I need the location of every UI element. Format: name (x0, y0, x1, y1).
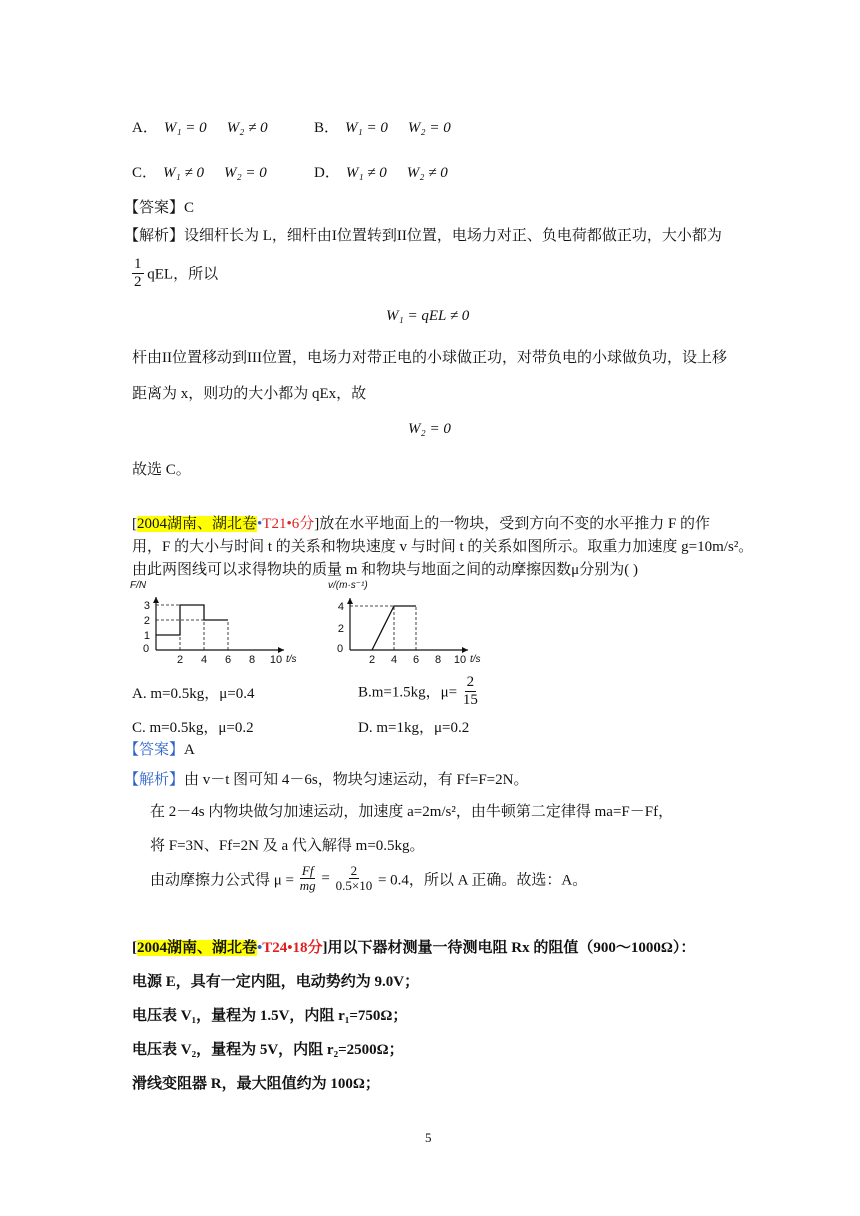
y-axis-label: F/N (130, 580, 147, 591)
x-axis-label: t/s (286, 654, 297, 665)
option-b: B． W₁ = 0 W₂ = 0 (314, 120, 451, 136)
q2-option-b: B.m=1.5kg，μ= $\frac{2}{15}$ (358, 674, 478, 708)
q1-conclusion: 故选 C。 (132, 462, 191, 478)
y-tick-label: 4 (337, 601, 344, 613)
fraction-half: $\frac{1}{2}$ (134, 256, 142, 290)
q2-option-a: A. m=0.5kg，μ=0.4 (132, 686, 255, 702)
q2-option-d: D. m=1kg，μ=0.2 (358, 720, 470, 736)
q3-item-4: 滑线变阻器 R，最大阻值约为 100Ω； (132, 1076, 380, 1092)
x-tick-label: 10 (269, 654, 283, 666)
source-highlight: 2004湖南、湖北卷 (137, 516, 258, 532)
page-number: 5 (425, 1130, 432, 1145)
fraction-2-over-5: $\frac{2}{0.5\times 10}$ (335, 863, 373, 894)
q3-item-3: 电压表 V₂，量程为 5V，内阻 r₂=2500Ω； (132, 1042, 404, 1058)
q1-analysis-line2: $\frac{1}{2}$ qEL，所以 (134, 256, 219, 290)
y-axis-arrow (153, 597, 159, 603)
x-axis-arrow (462, 647, 468, 653)
x-tick-label: 4 (200, 654, 208, 666)
q1-analysis-line3: 杆由II位置移动到III位置，电场力对带正电的小球做正功，对带负电的小球做负功，设上移 (132, 350, 727, 366)
q3-item-1: 电源 E，具有一定内阻，电动势约为 9.0V； (132, 974, 420, 990)
equation-w2: W₂ = 0 (408, 421, 451, 437)
option-c: C． W₁ ≠ 0 W₂ = 0 (132, 165, 267, 181)
q2-analysis-line2: 在 2－4s 内物块做匀加速运动，加速度 a=2m/s²，由牛顿第二定律得 ma=F－Ff， (150, 804, 674, 820)
fraction-2-15: $\frac{2}{15}$ (462, 674, 478, 708)
y-tick-label: 2 (337, 623, 344, 635)
y-tick-label: 2 (143, 615, 150, 627)
q2-line3: 由此两图线可以求得物块的质量 m 和物块与地面之间的动摩擦因数μ分别为( ) (132, 562, 638, 578)
equation-w1: W₁ = qEL ≠ 0 (386, 308, 470, 324)
velocity-time-chart (326, 578, 496, 666)
q2-answer: 【答案】A (124, 742, 195, 758)
q3-item-2: 电压表 V₁，量程为 1.5V，内阻 r₁=750Ω； (132, 1008, 408, 1024)
x-tick-label: 10 (453, 654, 467, 666)
x-tick-label: 2 (368, 654, 376, 666)
q2-option-c: C. m=0.5kg，μ=0.2 (132, 720, 254, 736)
x-tick-label: 4 (390, 654, 398, 666)
y-tick-label: 1 (143, 630, 150, 642)
x-tick-label: 6 (224, 654, 232, 666)
x-tick-label: 0 (336, 643, 344, 655)
q1-analysis-line4: 距离为 x，则功的大小都为 qEx，故 (132, 386, 367, 402)
source-highlight: 2004湖南、湖北卷 (137, 940, 258, 956)
option-a: A． W₁ = 0 W₂ ≠ 0 (132, 120, 268, 136)
q2-line1: [2004湖南、湖北卷•T21•6分]放在水平地面上的一物块，受到方向不变的水平推力 F 的作 (132, 516, 711, 532)
y-tick-label: 3 (143, 600, 150, 612)
q1-answer: 【答案】C (124, 200, 195, 216)
option-d: D． W₁ ≠ 0 W₂ ≠ 0 (314, 165, 448, 181)
q2-analysis-line3: 将 F=3N、Ff=2N 及 a 代入解得 m=0.5kg。 (150, 838, 425, 854)
x-axis-label: t/s (470, 654, 481, 665)
x-axis-arrow (278, 647, 284, 653)
x-tick-label: 2 (176, 654, 184, 666)
x-tick-label: 0 (142, 643, 150, 655)
q1-analysis-line1: 【解析】设细杆长为 L，细杆由I位置转到II位置，电场力对正、负电荷都做正功，大小都为 (124, 228, 722, 244)
fraction-ff-mg: $\frac{Ff}{mg}$ (299, 863, 316, 894)
q2-analysis-line1: 【解析】由 v－t 图可知 4－6s，物块匀速运动，有 Ff=F=2N。 (124, 772, 529, 788)
q2-line2: 用，F 的大小与时间 t 的关系和物块速度 v 与时间 t 的关系如图所示。取重力加速度 g=10m/s²。 (132, 539, 754, 555)
y-axis-arrow (347, 598, 353, 604)
x-tick-label: 8 (434, 654, 442, 666)
y-axis-label: v/(m·s⁻¹) (328, 580, 368, 591)
force-time-chart (126, 578, 316, 666)
x-tick-label: 6 (412, 654, 420, 666)
q2-analysis-line4: 由动摩擦力公式得 μ = $\frac{Ff}{mg}$ = $\frac{2}{0.5\times 10}$ = 0.4，所以 A 正确。故选：A。 (150, 863, 588, 894)
x-tick-label: 8 (248, 654, 256, 666)
q3-line1: [2004湖南、湖北卷•T24•18分]用以下器材测量一待测电阻 Rx 的阻值（900～1000Ω）： (132, 940, 696, 956)
